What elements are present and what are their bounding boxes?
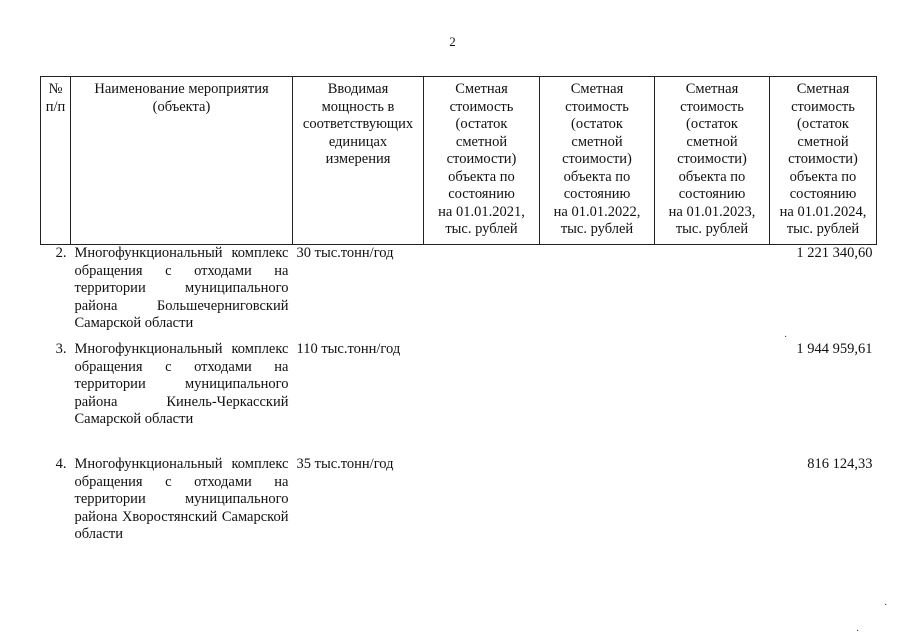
cost-2023 — [655, 456, 770, 556]
table-row — [41, 456, 877, 556]
object-name: Многофункциональный комплекс обращения с отходами на территории муниципального района Большечерниговский Самарской области — [74, 245, 289, 331]
capacity: 110 тыс.тонн/год — [296, 341, 401, 357]
row-number: 3. — [55, 341, 67, 357]
cost-2023 — [655, 341, 770, 456]
table-row — [41, 245, 877, 342]
page-number: 2 — [449, 34, 456, 49]
cost-2021 — [424, 245, 540, 342]
header-cost-2024: Сметная стоимость (остаток сметной стоимости) объекта по состоянию на 01.01.2024, тыс. рублей — [770, 77, 877, 245]
investment-table — [40, 76, 877, 556]
cost-2022 — [540, 245, 655, 342]
cost-2021 — [424, 456, 540, 556]
row-number: 2. — [55, 245, 67, 261]
header-row-number: № п/п — [41, 77, 71, 245]
capacity: 35 тыс.тонн/год — [296, 456, 394, 472]
scan-speck: · — [856, 626, 860, 637]
scan-speck: · — [784, 332, 788, 343]
object-name: Многофункциональный комплекс обращения с отходами на территории муниципального района Кинель-Черкасский Самарской области — [74, 341, 289, 427]
cost-2024: 1 944 959,61 — [796, 341, 873, 357]
header-object-name: Наименование мероприятия (объекта) — [71, 77, 293, 245]
cost-2024: 816 124,33 — [807, 456, 873, 472]
row-number: 4. — [55, 456, 67, 472]
header-cost-2021: Сметная стоимость (остаток сметной стоимости) объекта по состоянию на 01.01.2021, тыс. рублей — [424, 77, 540, 245]
cost-2023 — [655, 245, 770, 342]
header-cost-2022: Сметная стоимость (остаток сметной стоимости) объекта по состоянию на 01.01.2022, тыс. рублей — [540, 77, 655, 245]
cost-2021 — [424, 341, 540, 456]
header-capacity: Вводимая мощность в соответствующих единицах измерения — [293, 77, 424, 245]
scan-speck: · — [884, 600, 888, 611]
table-header-row — [41, 77, 877, 245]
capacity: 30 тыс.тонн/год — [296, 245, 394, 261]
object-name: Многофункциональный комплекс обращения с отходами на территории муниципального района Хворостянский Самарской области — [74, 456, 289, 542]
cost-2022 — [540, 456, 655, 556]
cost-2024: 1 221 340,60 — [796, 245, 873, 261]
header-cost-2023: Сметная стоимость (остаток сметной стоимости) объекта по состоянию на 01.01.2023, тыс. рублей — [655, 77, 770, 245]
cost-2022 — [540, 341, 655, 456]
table-row — [41, 341, 877, 456]
